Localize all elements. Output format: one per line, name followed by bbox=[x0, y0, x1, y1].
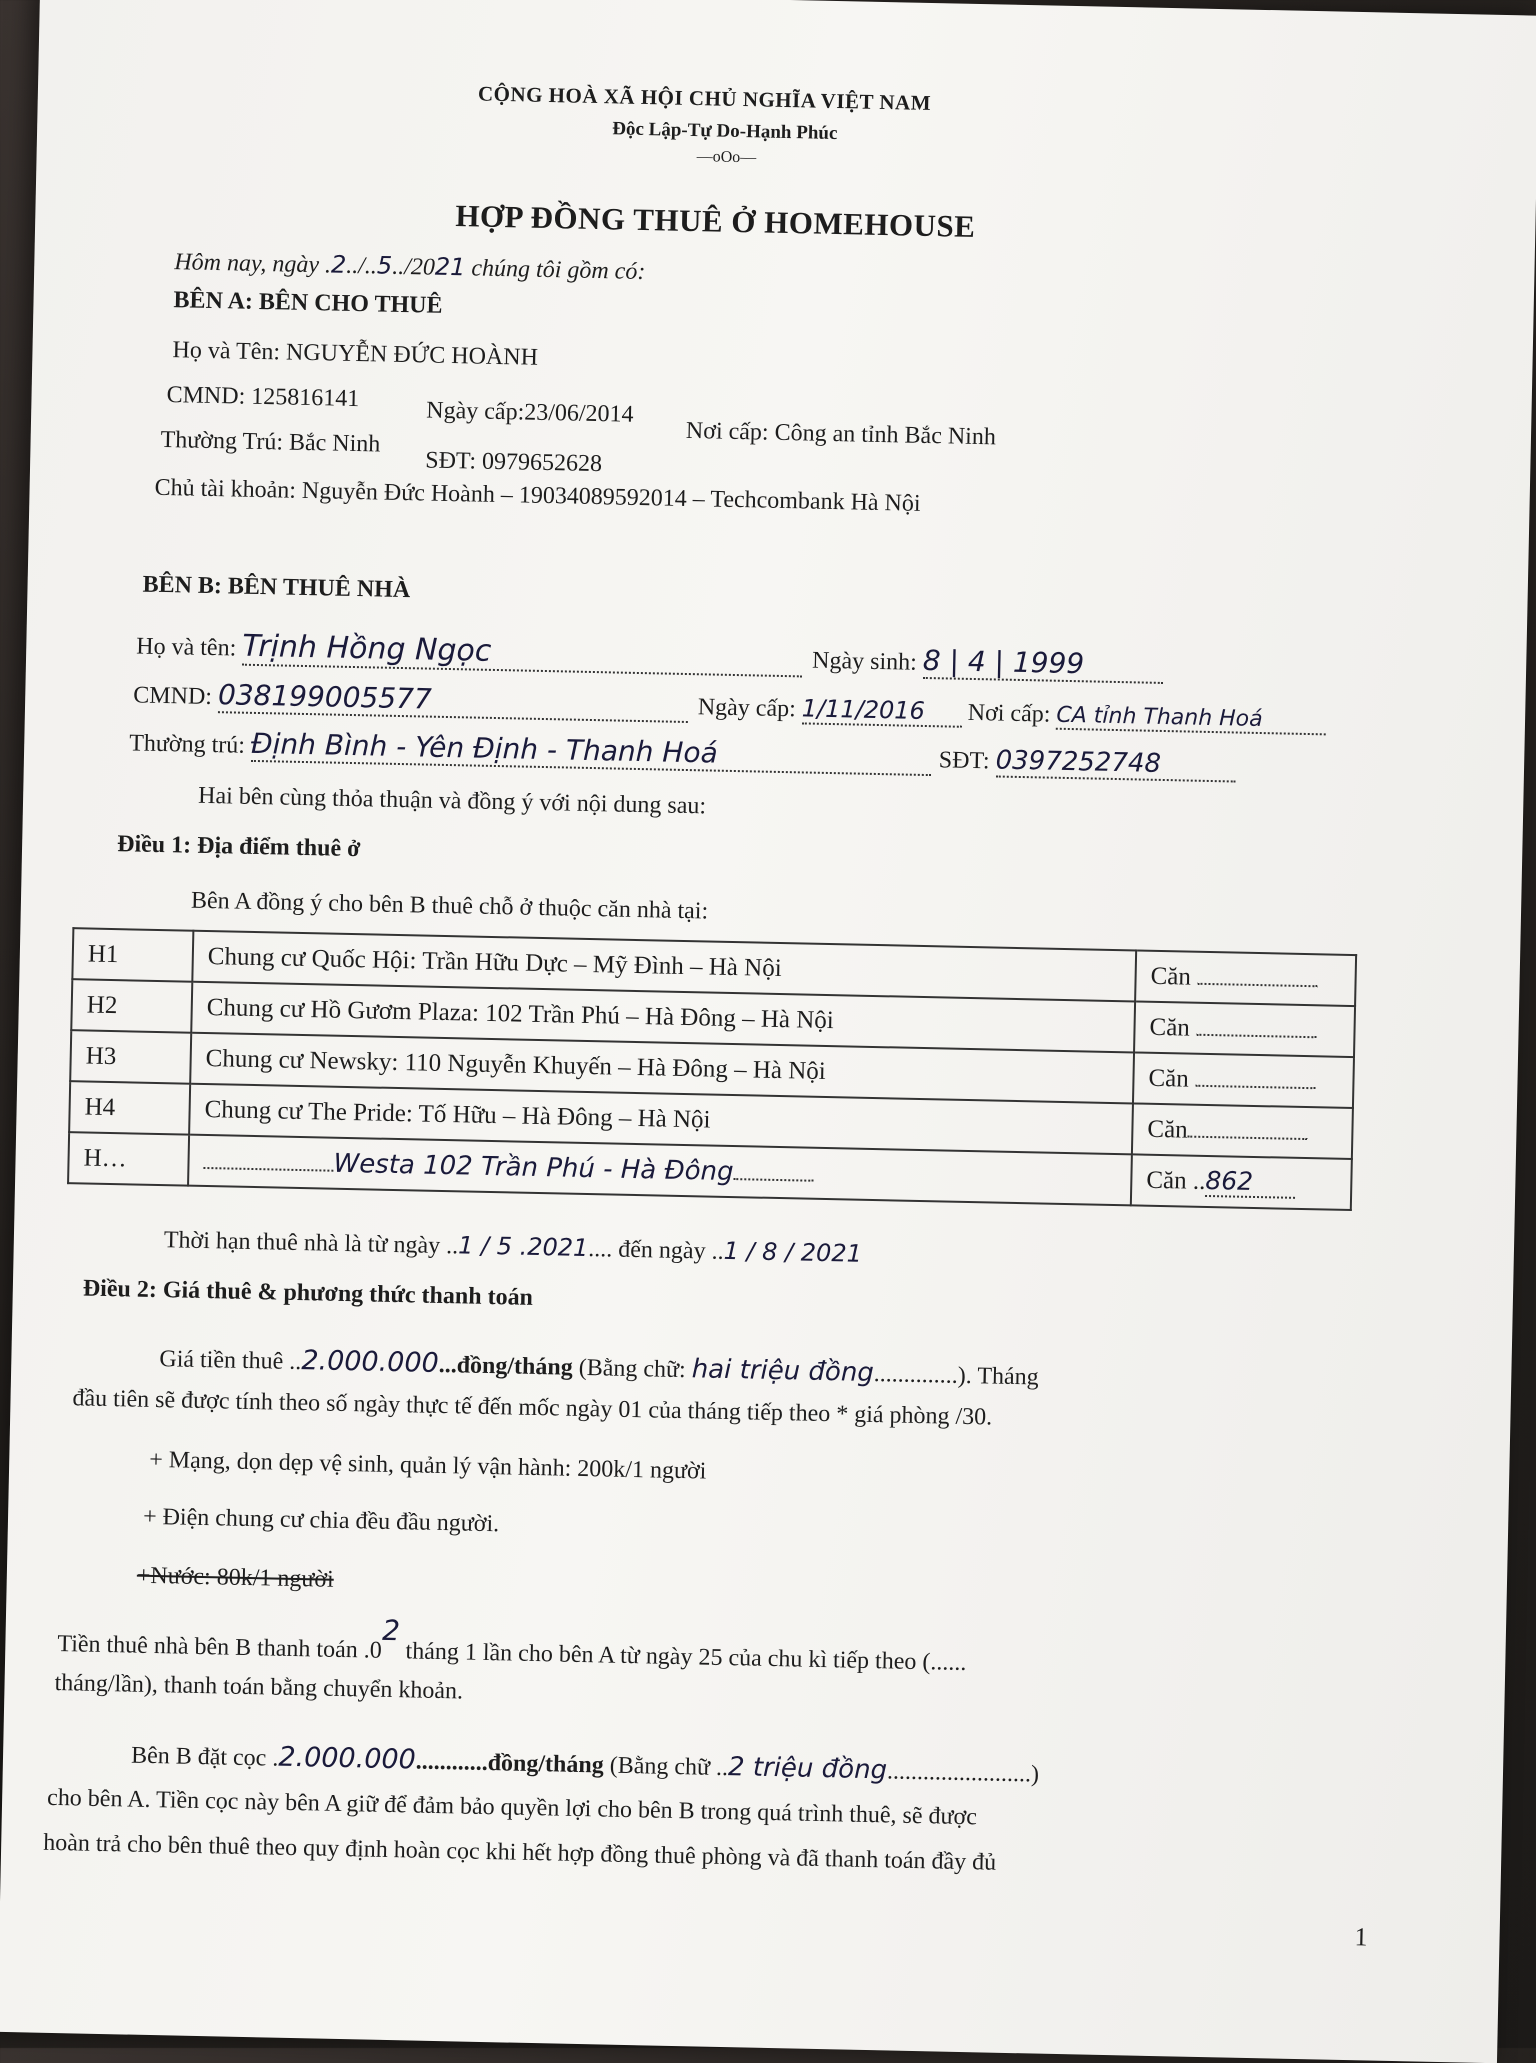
party-b-residence-value: Định Bình - Yên Định - Thanh Hoá bbox=[251, 727, 932, 776]
party-b-id-row: CMND: 038199005577 Ngày cấp: 1/11/2016 Nơi cấp: CA tỉnh Thanh Hoá bbox=[133, 676, 1333, 736]
party-b-heading: BÊN B: BÊN THUÊ NHÀ bbox=[142, 571, 411, 604]
row-code: H4 bbox=[69, 1081, 190, 1135]
party-b-id-value: 038199005577 bbox=[218, 678, 689, 723]
deposit-value: 2.000.000 bbox=[278, 1741, 417, 1776]
row-code: H1 bbox=[72, 928, 193, 982]
location-table bbox=[67, 927, 1357, 1211]
row-address: Chung cư Newsky: 110 Nguyễn Khuyến – Hà Đông – Hà Nội bbox=[190, 1033, 1134, 1104]
fee-network: + Mạng, dọn dẹp vệ sinh, quản lý vận hành: 200k/1 người bbox=[149, 1446, 707, 1485]
row-code: H3 bbox=[70, 1030, 191, 1084]
party-a-id: CMND: 125816141 bbox=[166, 382, 360, 413]
deposit-line-2: cho bên A. Tiền cọc này bên A giữ để đảm bảo quyền lợi cho bên B trong quá trình thuê, sẽ được bbox=[46, 1784, 978, 1831]
row-address: Westa 102 Trần Phú - Hà Đông bbox=[188, 1135, 1132, 1206]
price-value: 2.000.000 bbox=[301, 1345, 440, 1379]
day-value: 2 bbox=[330, 250, 347, 279]
party-a-name: Họ và Tên: NGUYỄN ĐỨC HOÀNH bbox=[172, 337, 539, 371]
deposit-line-3: hoàn trả cho bên thuê theo quy định hoàn cọc khi hết hợp đồng thuê phòng và đã thanh toán đầy đủ bbox=[42, 1829, 997, 1876]
article2-heading: Điều 2: Giá thuê & phương thức thanh toán bbox=[82, 1275, 534, 1311]
article1-heading: Điều 1: Địa điểm thuê ở bbox=[116, 831, 361, 863]
party-a-issue-place: Nơi cấp: Công an tỉnh Bắc Ninh bbox=[685, 417, 997, 451]
payment-months-value: 2 bbox=[381, 1613, 401, 1648]
party-a-account: Chủ tài khoản: Nguyễn Đức Hoành – 19034089592014 – Techcombank Hà Nội bbox=[154, 474, 921, 517]
party-b-phone-value: 0397252748 bbox=[995, 745, 1236, 782]
row-unit: Căn ..862 bbox=[1131, 1154, 1352, 1210]
date-line: Hôm nay, ngày .2../..5../2021 chúng tôi gồm có: bbox=[174, 249, 646, 286]
party-a-issue-date: Ngày cấp:23/06/2014 bbox=[426, 397, 634, 428]
price-line: Giá tiền thuê ..2.000.000...đồng/tháng (Bằng chữ: hai triệu đồng..............). Tháng bbox=[159, 1345, 1039, 1391]
party-a-residence: Thường Trú: Bắc Ninh bbox=[160, 426, 381, 458]
term-start-value: 1 / 5 .2021 bbox=[457, 1231, 589, 1263]
contract-title: HỢP ĐỒNG THUÊ Ở HOMEHOUSE bbox=[455, 198, 976, 244]
price-words-value: hai triệu đồng bbox=[691, 1354, 875, 1389]
row-address: Chung cư The Pride: Tố Hữu – Hà Đông – Hà Nội bbox=[189, 1084, 1133, 1155]
party-a-heading: BÊN A: BÊN CHO THUÊ bbox=[173, 287, 443, 319]
row-unit: Căn bbox=[1135, 950, 1356, 1006]
month-value: 5 bbox=[376, 251, 393, 280]
party-b-name-row: Họ và tên: Trịnh Hồng Ngọc Ngày sinh: 8 | 4 | 1999 bbox=[136, 626, 1337, 688]
party-a-phone: SĐT: 0979652628 bbox=[425, 447, 603, 478]
party-b-residence-row: Thường trú: Định Bình - Yên Định - Thanh Hoá SĐT: 0397252748 bbox=[129, 724, 1329, 784]
term-end-value: 1 / 8 / 2021 bbox=[723, 1236, 863, 1268]
ornament: —oOo— bbox=[696, 148, 757, 167]
national-title: CỘNG HOÀ XÃ HỘI CHỦ NGHĨA VIỆT NAM bbox=[477, 81, 932, 115]
year-value: 21 bbox=[434, 252, 466, 282]
fee-water-struck: +Nước: 80k/1 người bbox=[136, 1562, 335, 1593]
term-line: Thời hạn thuê nhà là từ ngày ..1 / 5 .2021.... đến ngày ..1 / 8 / 2021 bbox=[163, 1227, 863, 1268]
page-number: 1 bbox=[1354, 1922, 1368, 1952]
row-address: Chung cư Hồ Gươm Plaza: 102 Trần Phú – Hà Đông – Hà Nội bbox=[191, 982, 1135, 1053]
party-b-name-value: Trịnh Hồng Ngọc bbox=[242, 629, 803, 678]
payment-line: Tiền thuê nhà bên B thanh toán .02 tháng 1 lần cho bên A từ ngày 25 của chu kì tiếp theo (...... bbox=[57, 1613, 967, 1677]
row-address: Chung cư Quốc Hội: Trần Hữu Dực – Mỹ Đình – Hà Nội bbox=[192, 931, 1136, 1002]
row-unit: Căn bbox=[1132, 1103, 1353, 1159]
deposit-words-value: 2 triệu đồng bbox=[727, 1752, 888, 1786]
row-unit: Căn bbox=[1134, 1001, 1355, 1057]
deposit-line: Bên B đặt cọc .2.000.000............đồng/tháng (Bằng chữ ..2 triệu đồng........................) bbox=[130, 1741, 1040, 1788]
row-code: H2 bbox=[71, 979, 192, 1033]
party-b-issue-date-value: 1/11/2016 bbox=[801, 694, 962, 727]
agreement-text: Hai bên cùng thỏa thuận và đồng ý với nội dung sau: bbox=[197, 782, 707, 820]
first-month-text: đầu tiên sẽ được tính theo số ngày thực tế đến mốc ngày 01 của tháng tiếp theo * giá phòng /30. bbox=[72, 1385, 993, 1431]
party-b-dob-value: 8 | 4 | 1999 bbox=[922, 644, 1163, 684]
article1-intro: Bên A đồng ý cho bên B thuê chỗ ở thuộc căn nhà tại: bbox=[190, 887, 709, 925]
fee-electricity: + Điện chung cư chia đều đầu người. bbox=[142, 1503, 500, 1538]
row-unit: Căn bbox=[1133, 1052, 1354, 1108]
payment-line-2: tháng/lần), thanh toán bằng chuyển khoản. bbox=[54, 1669, 464, 1705]
national-motto: Độc Lập-Tự Do-Hạnh Phúc bbox=[612, 118, 838, 145]
party-b-issue-place-value: CA tỉnh Thanh Hoá bbox=[1056, 703, 1327, 736]
row-code: H… bbox=[68, 1132, 189, 1186]
